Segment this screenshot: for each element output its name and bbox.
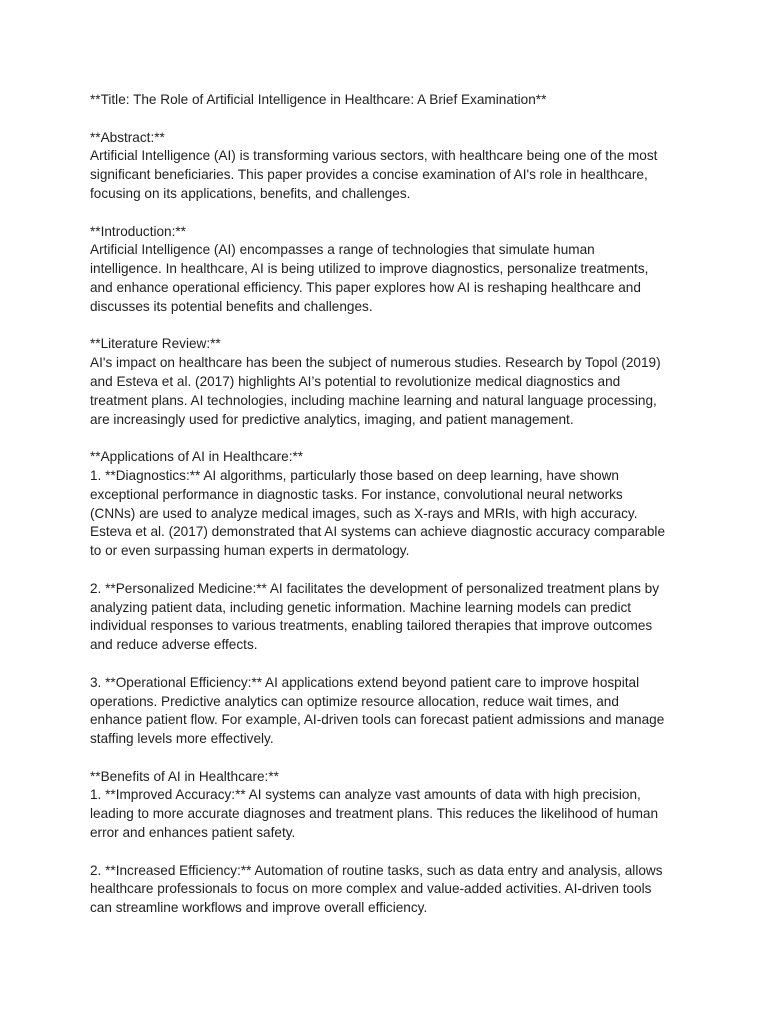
document-body [90,91,690,937]
introduction-section [90,223,690,317]
literature-review-heading: **Literature Review:** [90,336,221,352]
literature-review-text: AI's impact on healthcare has been the subject of numerous studies. Research by Topol (2019) and Esteva et al. (2017) highlights AI’s potential to revolutionize medical diagnostics and treatment plans. AI technologies, including machine learning and natural language processing, are increasingly used for predictive analytics, imaging, and patient management. [90,355,661,427]
document-title: **Title: The Role of Artificial Intelligence in Healthcare: A Brief Examination** [90,92,547,107]
applications-section [90,448,690,561]
benefits-heading: **Benefits of AI in Healthcare:** [90,768,279,784]
applications-item-personalized-medicine: 2. **Personalized Medicine:** AI facilitates the development of personalized treatment plans by analyzing patient data, including genetic information. Machine learning models can predict individual responses to various treatments, enabling tailored therapies that improve outcomes and reduce adverse effects. [90,580,659,653]
benefits-item-increased-efficiency: 2. **Increased Efficiency:** Automation of routine tasks, such as data entry and analysis, allows healthcare professionals to focus on more complex and value-added activities. AI-driven tools can streamline workflows and improve overall efficiency. [90,862,663,916]
applications-item-operational-efficiency: 3. **Operational Efficiency:** AI applications extend beyond patient care to improve hospital operations. Predictive analytics can optimize resource allocation, reduce wait times, and enhance patient flow. For example, AI-driven tools can forecast patient admissions and manage staffing levels more effectively. [90,674,665,747]
applications-item-diagnostics: 1. **Diagnostics:** AI algorithms, particularly those based on deep learning, have shown exceptional performance in diagnostic tasks. For instance, convolutional neural networks (CNNs) are used to analyze medical images, such as X-rays and MRIs, with high accuracy. Esteva et al. (2017) demonstrated that AI systems can achieve diagnostic accuracy comparable to or even surpassing human experts in dermatology. [90,467,666,559]
abstract-text: Artificial Intelligence (AI) is transforming various sectors, with healthcare being one of the most significant beneficiaries. This paper provides a concise examination of AI's role in healthcare, focusing on its applications, benefits, and challenges. [90,148,658,201]
abstract-section [90,129,690,204]
benefits-section [90,768,690,843]
literature-review-section [90,335,690,429]
abstract-heading: **Abstract:** [90,129,165,145]
applications-heading: **Applications of AI in Healthcare:** [90,449,304,465]
introduction-heading: **Introduction:** [90,223,186,239]
introduction-text: Artificial Intelligence (AI) encompasses a range of technologies that simulate human intelligence. In healthcare, AI is being utilized to improve diagnostics, personalize treatments, and enhance operational efficiency. This paper explores how AI is reshaping healthcare and discusses its potential benefits and challenges. [90,242,649,314]
benefits-item-improved-accuracy: 1. **Improved Accuracy:** AI systems can analyze vast amounts of data with high precision, leading to more accurate diagnoses and treatment plans. This reduces the likelihood of human error and enhances patient safety. [90,787,659,841]
